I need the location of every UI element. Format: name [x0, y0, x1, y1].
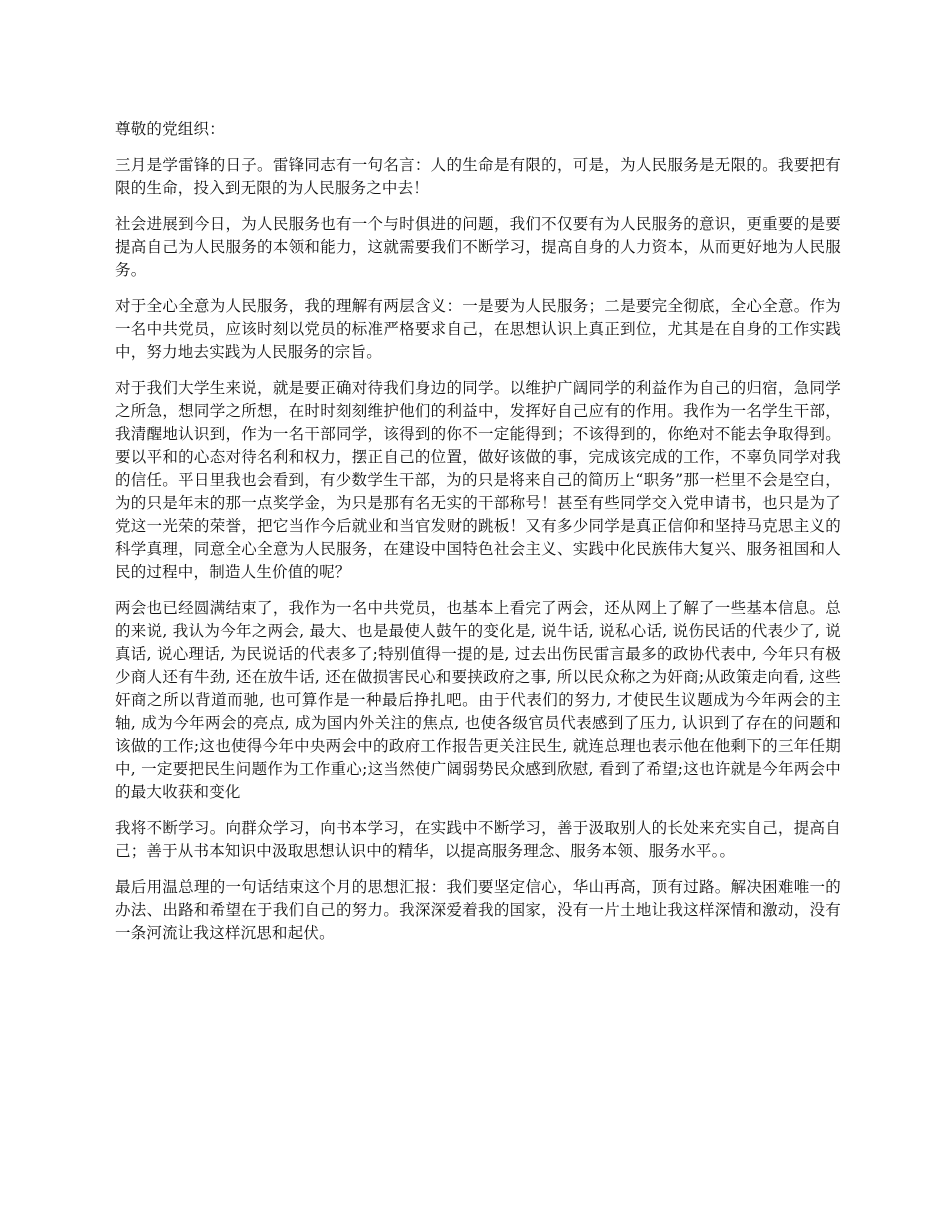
- document-body: [115, 118, 841, 958]
- paragraph-lei-feng: 三月是学雷锋的日子。雷锋同志有一句名言：人的生命是有限的，可是，为人民服务是无限的。我要把有限的生命，投入到无限的为人民服务之中去！: [115, 156, 841, 197]
- paragraph-college-students: 对于我们大学生来说，就是要正确对待我们身边的同学。以维护广阔同学的利益作为自己的归宿，急同学之所急，想同学之所想，在时时刻刻维护他们的利益中，发挥好自己应有的作用。我作为一名学生干部，我清醒地认识到，作为一名干部同学，该得到的你不一定能得到；不该得到的，你绝对不能去争取得到。要以平和的心态对待名利和权力，摆正自己的位置，做好该做的事，完成该完成的工作，不辜负同学对我的信任。平日里我也会看到，有少数学生干部，为的只是将来自己的简历上“职务”那一栏里不会是空白，为的只是年末的那一点奖学金，为只是那有名无实的干部称号！甚至有些同学交入党申请书，也只是为了党这一光荣的荣誉，把它当作今后就业和当官发财的跳板！又有多少同学是真正信仰和坚持马克思主义的科学真理，同意全心全意为人民服务，在建设中国特色社会主义、实践中化民族伟大复兴、服务祖国和人民的过程中，制造人生价值的呢？: [115, 379, 841, 581]
- paragraph-two-sessions: 两会也已经圆满结束了，我作为一名中共党员，也基本上看完了两会，还从网上了解了一些基本信息。总的来说, 我认为今年之两会, 最大、也是最使人鼓午的变化是, 说牛话, 说私心话, 说伤民话的代表少了, 说真话, 说心理话, 为民说话的代表多了;特别值得一提的是, 过去出伤民雷言最多的政协代表中, 今年只有极少商人还有牛劲, 还在放牛话, 还在做损害民心和要挟政府之事, 所以民众称之为奸商;从政策走向看, 这些奸商之所以背道而驰, 也可算作是一种最后挣扎吧。由于代表们的努力, 才使民生议题成为今年两会的主轴, 成为今年两会的亮点, 成为国内外关注的焦点, 也使各级官员代表感到了压力, 认识到了存在的问题和该做的工作;这也使得今年中央两会中的政府工作报告更关注民生, 就连总理也表示他在他剩下的三年任期中, 一定要把民生问题作为工作重心;这当然使广阔弱势民众感到欣慰, 看到了希望;这也许就是今年两会中的最大收获和变化: [115, 599, 841, 801]
- paragraph-serve-people: 对于全心全意为人民服务，我的理解有两层含义：一是要为人民服务；二是要完全彻底，全心全意。作为一名中共党员，应该时刻以党员的标准严格要求自己，在思想认识上真正到位，尤其是在自身的工作实践中，努力地去实践为人民服务的宗旨。: [115, 297, 841, 361]
- salutation: 尊敬的党组织：: [115, 120, 225, 138]
- paragraph-social-progress: 社会进展到今日，为人民服务也有一个与时俱进的问题，我们不仅要有为人民服务的意识，更重要的是要提高自己为人民服务的本领和能力，这就需要我们不断学习，提高自身的人力资本，从而更好地为人民服务。: [115, 215, 841, 279]
- paragraph-closing: 最后用温总理的一句话结束这个月的思想汇报：我们要坚定信心，华山再高，顶有过路。解决困难唯一的办法、出路和希望在于我们自己的努力。我深深爱着我的国家，没有一片土地让我这样深情和激动，没有一条河流让我这样沉思和起伏。: [115, 878, 841, 942]
- paragraph-keep-learning: 我将不断学习。向群众学习，向书本学习，在实践中不断学习，善于汲取别人的长处来充实自己，提高自己；善于从书本知识中汲取思想认识中的精华，以提高服务理念、服务本领、服务水平。。: [115, 819, 841, 860]
